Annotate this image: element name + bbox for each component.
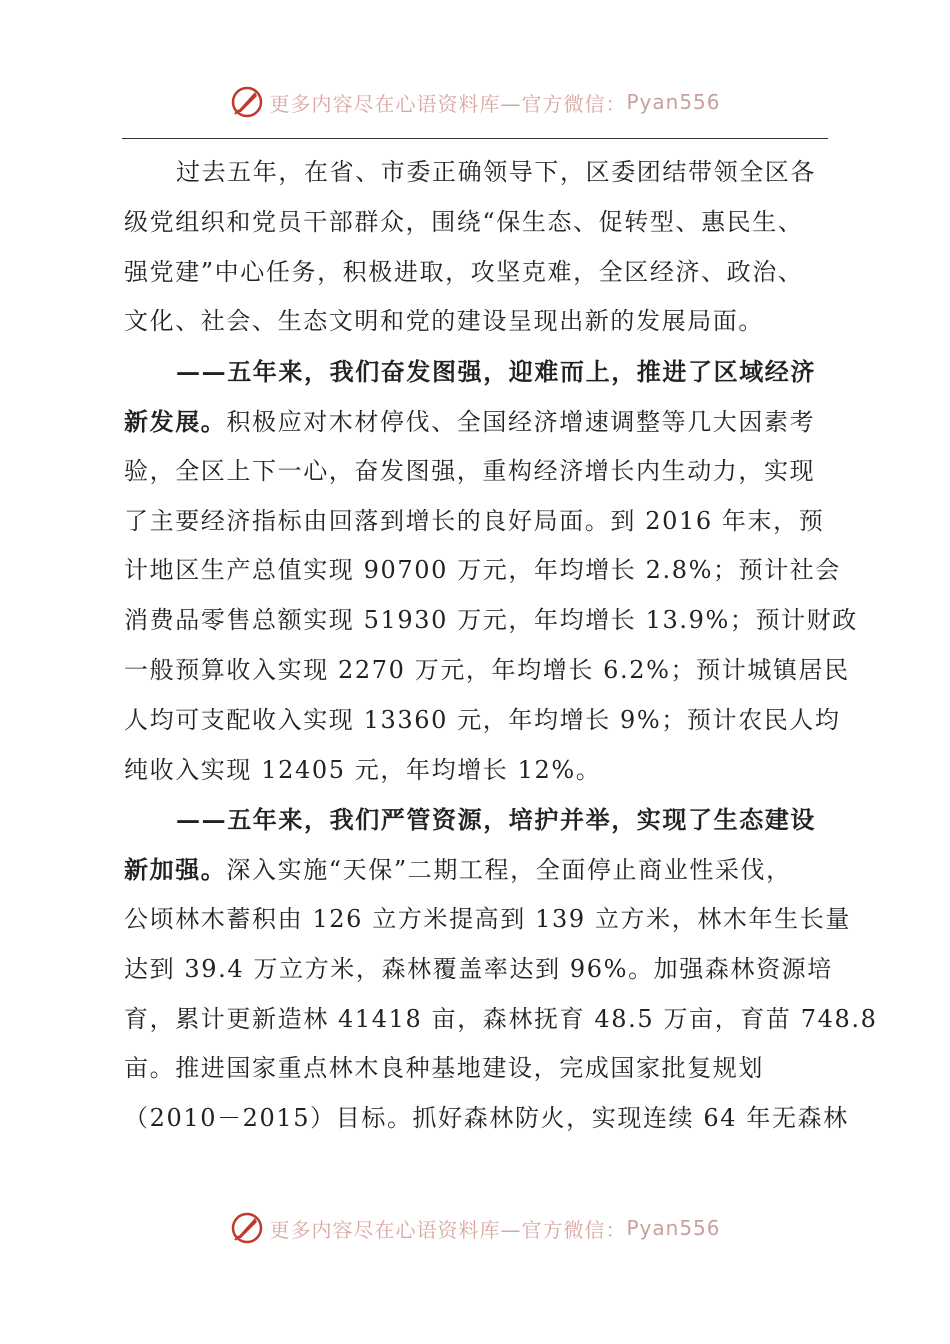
section-heading-line: ——五年来，我们奋发图强，迎难而上，推进了区域经济 [176, 357, 816, 387]
quill-logo-icon [229, 1210, 265, 1246]
section-heading-tail: 新发展。 [124, 406, 227, 436]
header-banner [0, 82, 950, 122]
text-line: 强党建”中心任务，积极进取，攻坚克难，全区经济、政治、 [124, 257, 804, 286]
text-line: 消费品零售总额实现 51930 万元，年均增长 13.9%；预计财政 [124, 606, 858, 635]
text-segment: 积极应对木材停伐、全国经济增速调整等几大因素考 [226, 407, 816, 436]
text-line: （2010－2015）目标。抓好森林防火，实现连续 64 年无森林 [124, 1104, 849, 1133]
text-line: 公顷林木蓄积由 126 立方米提高到 139 立方米，林木年生长量 [124, 904, 851, 933]
text-line [124, 845, 824, 895]
text-line: 亩。推进国家重点林木良种基地建设，完成国家批复规划 [124, 1054, 764, 1083]
header-wechat-id: Pyan556 [626, 90, 721, 114]
text-line: 人均可支配收入实现 13360 元，年均增长 9%；预计农民人均 [124, 705, 841, 734]
text-line: 了主要经济指标由回落到增长的良好局面。到 2016 年末，预 [124, 506, 825, 535]
text-line: 一般预算收入实现 2270 万元，年均增长 6.2%；预计城镇居民 [124, 655, 850, 684]
footer-banner [0, 1208, 950, 1248]
text-line: 验，全区上下一心，奋发图强，重构经济增长内生动力，实现 [124, 456, 816, 485]
footer-text: 更多内容尽在心语资料库—官方微信： [269, 1217, 627, 1242]
text-line: 纯收入实现 12405 元，年均增长 12%。 [124, 755, 602, 784]
paragraph-1 [124, 148, 824, 347]
text-line: 达到 39.4 万立方米，森林覆盖率达到 96%。加强森林资源培 [124, 954, 833, 983]
text-line: 过去五年，在省、市委正确领导下，区委团结带领全区各 [176, 158, 816, 186]
text-line: 计地区生产总值实现 90700 万元，年均增长 2.8%；预计社会 [124, 556, 842, 585]
header-rule [122, 138, 828, 139]
text-segment: 深入实施“天保”二期工程，全面停止商业性采伐， [226, 856, 792, 885]
text-line: 级党组织和党员干部群众，围绕“保生态、促转型、惠民生、 [124, 207, 804, 236]
text-line: 育，累计更新造林 41418 亩，森林抚育 48.5 万亩，育苗 748.8 [124, 1004, 878, 1033]
quill-logo-icon [229, 84, 265, 120]
header-text: 更多内容尽在心语资料库—官方微信： [269, 91, 627, 116]
paragraph-2 [124, 347, 858, 795]
section-heading-tail: 新加强。 [124, 855, 227, 885]
section-heading-line: ——五年来，我们严管资源，培护并举，实现了生态建设 [176, 805, 816, 835]
text-line [124, 397, 824, 447]
paragraph-3 [124, 795, 878, 1144]
document-body [124, 148, 878, 1144]
text-line: 文化、社会、生态文明和党的建设呈现出新的发展局面。 [124, 307, 764, 336]
footer-wechat-id: Pyan556 [626, 1216, 721, 1240]
